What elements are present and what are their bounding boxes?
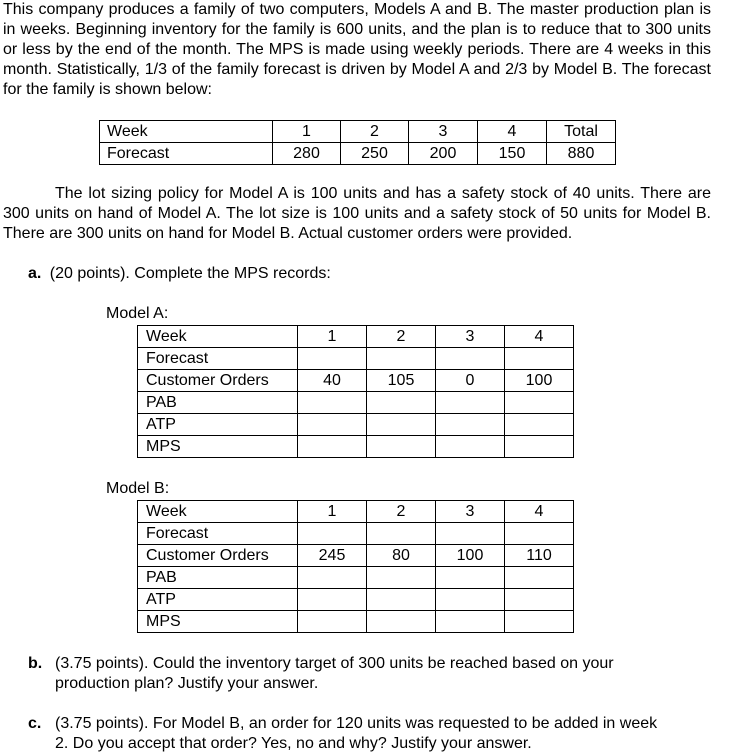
table-cell [505,414,574,436]
intro-line: to 300 units or less by the end of the month. The MPS is made using weekly periods. There [3,21,711,58]
table-cell: 40 [298,370,367,392]
table-cell: 280 [273,143,341,165]
table-cell: 3 [436,501,505,523]
table-cell: 4 [505,326,574,348]
table-cell: Forecast [100,143,273,165]
table-cell: 150 [478,143,547,165]
row-label: Customer Orders [138,545,298,567]
table-cell [436,414,505,436]
table-cell: Total [547,121,616,143]
table-cell [298,523,367,545]
table-cell: 110 [505,545,574,567]
question-line: production plan? Justify your answer. [55,675,319,692]
question-letter: a. [28,265,42,282]
table-cell [298,589,367,611]
table-cell [505,348,574,370]
table-row [138,523,574,545]
table-cell: 245 [298,545,367,567]
table-cell [367,414,436,436]
intro-paragraph [3,0,711,100]
question-letter: c. [28,715,42,732]
table-cell [436,611,505,633]
table-cell: 2 [367,326,436,348]
lot-sizing-paragraph [3,184,711,244]
table-cell: 80 [367,545,436,567]
table-cell: 1 [298,326,367,348]
table-cell [298,436,367,458]
table-cell: 250 [341,143,409,165]
table-cell: 1 [273,121,341,143]
table-cell [367,436,436,458]
model-a-mps-table [137,325,574,458]
question-line: 2. Do you accept that order? Yes, no and why? Justify your answer. [55,735,532,752]
table-cell [367,348,436,370]
table-cell [367,589,436,611]
table-row [100,121,616,143]
table-cell: 3 [409,121,478,143]
row-label: PAB [138,392,298,414]
table-row [138,414,574,436]
table-cell [505,523,574,545]
table-cell: 4 [478,121,547,143]
table-cell: 100 [436,545,505,567]
model-a-label: Model A: [106,305,169,322]
table-cell [436,567,505,589]
table-row [138,326,574,348]
question-letter: b. [28,655,43,672]
lot-sizing-line: The lot sizing policy for Model A is 100 units and has a safety stock of 40 units. There [55,185,688,202]
table-cell [298,392,367,414]
table-cell [298,414,367,436]
lot-sizing-line: are 300 units on hand of Model A. The lot size is 100 units and a safety stock of 50 units for [3,185,711,222]
table-row [138,567,574,589]
intro-line: by Model B. The forecast for the family is shown below: [3,61,712,98]
lot-sizing-line: Model B. There are 300 units on hand for Model B. Actual customer orders were provided. [3,205,711,242]
row-label: Customer Orders [138,370,298,392]
table-cell [505,392,574,414]
table-cell [505,611,574,633]
row-label: MPS [138,436,298,458]
table-cell [436,589,505,611]
intro-line: plan is in weeks. Beginning inventory for the family is 600 units, and the plan is to reduce that [3,1,712,38]
question-b [28,654,711,694]
table-row [138,589,574,611]
table-row [138,501,574,523]
table-cell [298,567,367,589]
table-row [138,545,574,567]
table-cell [505,589,574,611]
table-row [100,143,616,165]
table-cell [367,392,436,414]
intro-line: This company produces a family of two computers, Models A and B. The master production [3,1,664,18]
row-label: ATP [138,414,298,436]
table-cell [298,611,367,633]
table-cell: 4 [505,501,574,523]
table-row [138,392,574,414]
table-row [138,370,574,392]
question-line: (3.75 points). Could the inventory target of 300 units be reached based on your [55,655,614,672]
row-label: MPS [138,611,298,633]
table-cell: 2 [341,121,409,143]
table-cell: 200 [409,143,478,165]
intro-line: are 4 weeks in this month. Statistically, 1/3 of the family forecast is driven by Model A and 2/3 [3,41,711,78]
table-cell [436,523,505,545]
family-forecast-table [99,120,616,165]
table-cell: 3 [436,326,505,348]
table-cell: Week [100,121,273,143]
question-text: (20 points). Complete the MPS records: [49,265,331,282]
row-label: Forecast [138,348,298,370]
table-cell [367,523,436,545]
table-cell [436,436,505,458]
table-cell: 0 [436,370,505,392]
table-row [138,611,574,633]
table-cell [505,567,574,589]
table-cell [367,567,436,589]
question-c [28,714,711,754]
table-cell [436,348,505,370]
table-cell [367,611,436,633]
row-label: PAB [138,567,298,589]
table-row [138,436,574,458]
question-a [28,264,331,284]
table-cell: 1 [298,501,367,523]
table-cell: 105 [367,370,436,392]
table-cell [298,348,367,370]
table-cell [436,392,505,414]
row-label: Week [138,326,298,348]
row-label: ATP [138,589,298,611]
question-line: (3.75 points). For Model B, an order for 120 units was requested to be added in week [55,715,658,732]
table-cell [505,436,574,458]
row-label: Forecast [138,523,298,545]
model-b-mps-table [137,500,574,633]
table-cell: 2 [367,501,436,523]
table-cell: 880 [547,143,616,165]
table-row [138,348,574,370]
table-cell: 100 [505,370,574,392]
row-label: Week [138,501,298,523]
model-b-label: Model B: [106,480,170,497]
